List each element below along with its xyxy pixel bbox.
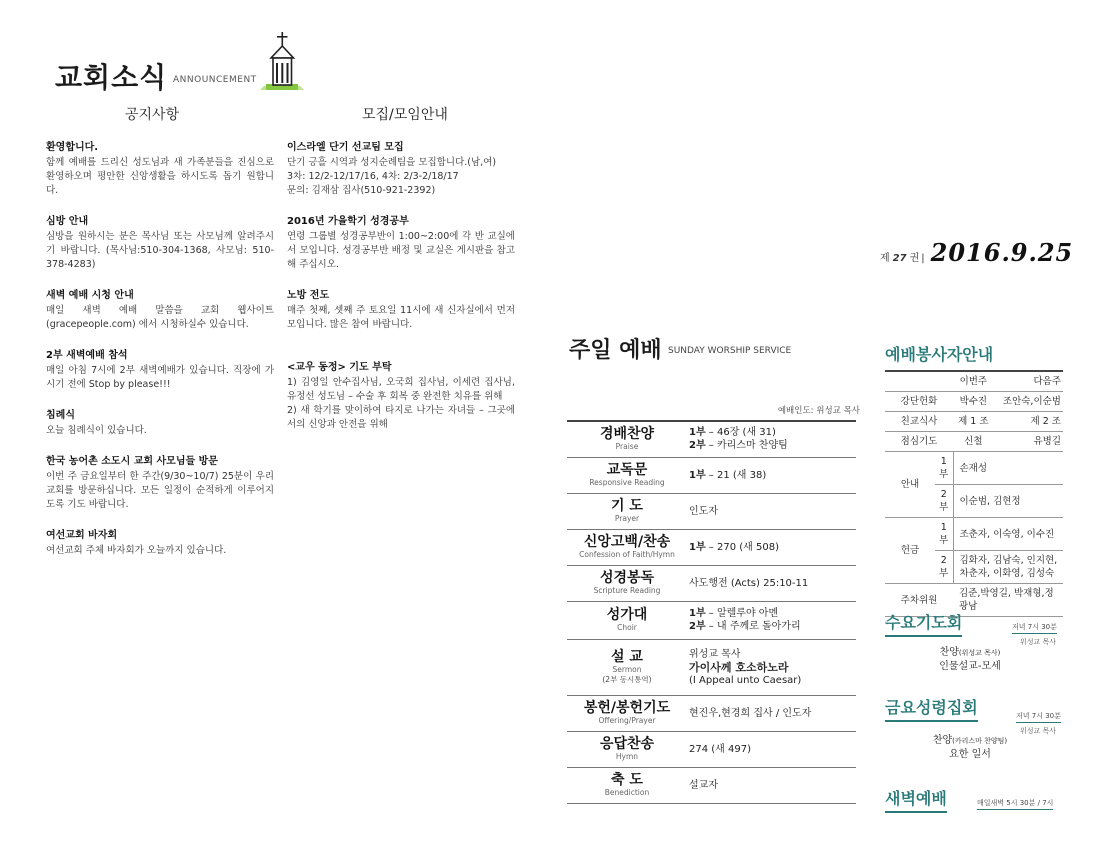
worship-label (567, 601, 687, 639)
worship-label-en: Offering/Prayer (598, 716, 656, 725)
servant-role: 주차위원 (885, 584, 953, 617)
servant-names: 김준,박영길, 박재형,정광남 (953, 584, 1063, 617)
worship-label (567, 695, 687, 731)
servants-table (885, 370, 1063, 617)
worship-label-en: Hymn (615, 752, 639, 761)
worship-label-note: (2부 동시통역) (602, 675, 652, 684)
worship-label (567, 457, 687, 493)
notice-title: 심방 안내 (46, 216, 89, 227)
part-label: 2부 (689, 621, 706, 632)
servant-part: 2부 (935, 485, 953, 518)
wednesday-leader: 위성교 목사 (1020, 638, 1057, 646)
worship-value-text: – 21 (새 38) (705, 469, 767, 481)
servants-row (885, 432, 1063, 452)
notice-item (46, 212, 274, 272)
servants-row (885, 518, 1063, 551)
worship-row (567, 529, 856, 565)
worship-row (567, 457, 856, 493)
notice-title: 여선교회 바자회 (46, 530, 118, 541)
friday-title: 금요성령집회 (885, 695, 978, 722)
worship-label-en: Praise (615, 442, 639, 452)
worship-label-ko: 경배찬양 (599, 426, 655, 443)
recruit-item (287, 212, 515, 272)
recruit-title: <교우 동정> 기도 부탁 (287, 362, 392, 373)
notice-title: 2부 새벽예배 참석 (46, 350, 128, 361)
notice-heading: 공지사항 (125, 107, 180, 123)
worship-value (687, 457, 856, 493)
servant-role: 친교식사 (885, 412, 953, 432)
worship-label (567, 639, 687, 695)
dawn-title: 새벽예배 (885, 786, 947, 813)
notice-title: 한국 농어촌 소도시 교회 사모님들 방문 (46, 456, 218, 467)
worship-value-text: – 270 (새 508) (705, 541, 779, 553)
worship-value-text: – 카리스마 찬양팀 (705, 440, 788, 452)
worship-value-text: – 알렐루야 아멘 (705, 608, 779, 619)
worship-row (567, 601, 856, 639)
worship-value (687, 493, 856, 529)
worship-row (567, 639, 856, 695)
servants-row (885, 452, 1063, 485)
next-week-header: 다음주 (994, 371, 1063, 392)
worship-label-en: Responsive Reading (589, 478, 665, 487)
announcement-title: 교회소식 (55, 61, 168, 94)
servant-role: 강단헌화 (885, 392, 953, 412)
worship-label-en: Benediction (604, 788, 650, 797)
worship-row (567, 767, 856, 803)
part-label: 2부 (689, 440, 706, 452)
worship-label-ko: 설 교 (611, 649, 643, 665)
notice-body: 매일 새벽 예배 말씀을 교회 웹사이트 (gracepeople.com) 에서 시청하실수 있습니다. (46, 305, 274, 330)
worship-value (687, 421, 856, 457)
worship-row (567, 421, 856, 457)
song-label: 찬양 (939, 647, 959, 658)
worship-value (687, 695, 856, 731)
friday-topic: 요한 일서 (949, 749, 991, 760)
issue-info (880, 238, 1073, 267)
notice-title: 환영합니다. (46, 142, 99, 153)
issue-suffix: 권 (909, 253, 920, 264)
wednesday-time: 저녁 7시 30분 (1012, 622, 1057, 634)
notice-title: 침례식 (46, 410, 75, 421)
worship-label-ko: 봉헌/봉헌기도 (583, 700, 671, 716)
notice-item (46, 138, 274, 198)
worship-label-en: Confession of Faith/Hymn (579, 550, 675, 559)
recruit-body: 매주 첫째, 셋째 주 토요일 11시에 새 신자실에서 먼저 모입니다. 많은 참여 바랍니다. (287, 305, 515, 330)
worship-label (567, 493, 687, 529)
servant-next-week: 제 2 조 (994, 412, 1063, 432)
worship-value (687, 529, 856, 565)
worship-label (567, 421, 687, 457)
servant-this-week: 박수진 (953, 392, 994, 412)
servant-role: 헌금 (885, 518, 935, 584)
notice-item (46, 452, 274, 512)
worship-row (567, 565, 856, 601)
this-week-header: 이번주 (953, 371, 994, 392)
part-label: 1부 (689, 427, 706, 439)
song-leader: (카리스마 찬양팀) (952, 737, 1008, 745)
worship-title: 주일 예배 (569, 338, 662, 363)
worship-value-text: 274 (새 497) (689, 743, 751, 755)
part-label: 1부 (689, 608, 706, 619)
recruit-item (287, 138, 515, 198)
worship-value (687, 767, 856, 803)
worship-label-ko: 성경봉독 (599, 570, 655, 586)
worship-leader: 예배인도: 위성교 목사 (777, 406, 860, 416)
recruit-title: 2016년 가을학기 성경공부 (287, 216, 409, 227)
friday-leader: 위성교 목사 (1020, 727, 1057, 735)
worship-value (687, 639, 856, 695)
notice-body: 오늘 침례식이 있습니다. (46, 425, 147, 436)
worship-value (687, 565, 856, 601)
notice-item (46, 406, 274, 438)
wednesday-topic: 인물설교-모세 (939, 661, 1001, 672)
worship-row (567, 731, 856, 767)
worship-label (567, 565, 687, 601)
servant-role: 점심기도 (885, 432, 953, 452)
servants-row (885, 392, 1063, 412)
part-label: 1부 (689, 469, 706, 481)
worship-label-ko: 성가대 (606, 607, 648, 623)
servants-header-blank (885, 371, 953, 392)
servant-role: 안내 (885, 452, 935, 518)
worship-value-text: 현진우,현경희 집사 / 인도자 (689, 707, 812, 719)
issue-divider: | (921, 253, 925, 264)
preacher: 위성교 목사 (689, 648, 741, 660)
issue-number: 27 (892, 253, 907, 264)
worship-label-ko: 응답찬송 (599, 736, 655, 752)
worship-label-ko: 기 도 (611, 498, 643, 514)
wednesday-song (925, 646, 1015, 660)
worship-value-text: 사도행전 (Acts) 25:10-11 (689, 577, 809, 589)
friday-program (915, 734, 1025, 762)
worship-label-en: Scripture Reading (593, 586, 661, 595)
notice-body: 심방을 원하시는 분은 목사님 또는 사모님께 알려주시기 바랍니다. (목사님:510-304-1368, 사모님: 510-378-4283) (46, 231, 274, 270)
worship-label-en: Prayer (614, 514, 640, 523)
worship-label-ko: 교독문 (606, 462, 648, 478)
worship-value-text: 인도자 (689, 505, 718, 517)
worship-value (687, 601, 856, 639)
notice-body: 이번 주 금요일부터 한 주간(9/30~10/7) 25분이 우리 교회를 방문하십니다. 모든 일정이 순적하게 이루어지도록 기도 바랍니다. (46, 471, 274, 510)
worship-label (567, 731, 687, 767)
announcement-subtitle: ANNOUNCEMENT (173, 75, 257, 85)
church-icon (260, 32, 304, 90)
servants-header-row (885, 371, 1063, 392)
recruit-body: 단기 긍흘 시역과 성지순례팀을 모집합니다.(남,여) 3차: 12/2-12/17/16, 4차: 2/3-2/18/17 문의: 김재삼 집사(510-921-2392) (287, 157, 497, 196)
servant-next-week: 조안숙,이순범 (994, 392, 1063, 412)
recruit-item (287, 358, 515, 432)
song-leader: (위성교 목사) (958, 649, 1001, 657)
recruit-item (287, 286, 515, 332)
part-label: 1부 (689, 541, 706, 553)
recruit-body: 1) 김영일 안수집사님, 오국희 집사님, 이세련 집사님, 유정선 성도님 – 수술 후 회복 중 완전한 치유를 위해 2) 새 학기를 맞이하여 타지로 나가는 자녀들 – 그곳에서의 신앙과 안전을 위해 (287, 377, 515, 430)
sermon-title-en: (I Appeal unto Caesar) (689, 674, 802, 686)
notice-body: 매일 아침 7시에 2부 새벽예배가 있습니다. 직장에 가시기 전에 Stop by please!!! (46, 365, 274, 390)
notice-body: 함께 예배를 드리신 성도님과 새 가족분들을 진심으로 환영하오며 평안한 신앙생활을 하시도록 돕기 원합니다. (46, 157, 274, 196)
servant-this-week: 신철 (953, 432, 994, 452)
worship-label (567, 767, 687, 803)
servant-names: 손재성 (953, 452, 1063, 485)
friday-time: 저녁 7시 30분 (1016, 711, 1061, 723)
recruit-heading: 모집/모임안내 (362, 107, 448, 123)
servant-this-week: 제 1 조 (953, 412, 994, 432)
announcement-header (55, 32, 315, 92)
servants-title: 예배봉사자안내 (885, 345, 994, 364)
worship-subtitle: SUNDAY WORSHIP SERVICE (668, 346, 792, 356)
worship-value (687, 731, 856, 767)
sermon-title: 가이사께 호소하노라 (689, 660, 789, 674)
servant-names: 김화자, 김남숙, 인지현, 차춘자, 이화영, 김성숙 (953, 551, 1063, 584)
worship-label-ko: 축 도 (611, 772, 643, 788)
servant-part: 1부 (935, 518, 953, 551)
friday-song (915, 734, 1025, 748)
notice-title: 새벽 예배 시청 안내 (46, 290, 134, 301)
dawn-time: 매일새벽 5시 30분 / 7시 (977, 798, 1053, 810)
servant-part: 1부 (935, 452, 953, 485)
issue-date: 2016.9.25 (930, 238, 1074, 267)
issue-prefix: 제 (880, 253, 890, 264)
notice-item (46, 526, 274, 558)
worship-order-table (567, 420, 856, 804)
worship-label-en: Sermon (612, 665, 642, 674)
servants-row (885, 412, 1063, 432)
recruit-title: 노방 전도 (287, 290, 330, 301)
recruit-column (287, 138, 515, 446)
recruit-title: 이스라엘 단기 선교팀 모집 (287, 142, 404, 153)
recruit-body: 연령 그룹별 성경공부반이 1:00~2:00에 각 반 교실에서 모입니다. 성경공부반 배정 및 교실은 게시판을 참고해 주십시오. (287, 231, 515, 270)
servant-names: 이순범, 김현정 (953, 485, 1063, 518)
servant-next-week: 유병길 (994, 432, 1063, 452)
worship-label-ko: 신앙고백/찬송 (583, 534, 671, 550)
worship-value-text: 설교자 (689, 779, 718, 791)
worship-label-en: Choir (617, 623, 637, 632)
servant-names: 조춘자, 이숙영, 이수진 (953, 518, 1063, 551)
worship-row (567, 493, 856, 529)
worship-value-text: – 내 주께로 돌아가리 (705, 621, 801, 632)
notice-item (46, 346, 274, 392)
worship-value-text: – 46장 (새 31) (705, 427, 776, 439)
notice-body: 여선교회 주체 바자회가 오늘까지 있습니다. (46, 545, 227, 556)
song-label: 찬양 (932, 735, 953, 746)
notice-column (46, 138, 274, 572)
wednesday-program (925, 646, 1015, 674)
worship-row (567, 695, 856, 731)
notice-item (46, 286, 274, 332)
worship-label (567, 529, 687, 565)
wednesday-title: 수요기도회 (885, 610, 962, 637)
servant-part: 2부 (935, 551, 953, 584)
